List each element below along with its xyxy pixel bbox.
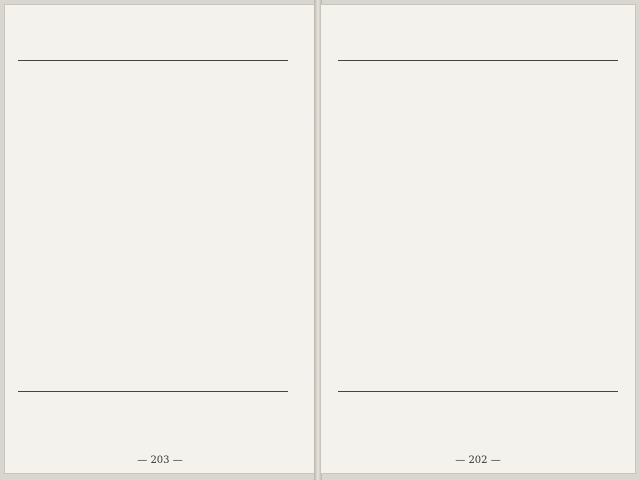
right-footer-page-number: — 202 —	[455, 455, 501, 466]
right-colophon	[514, 14, 606, 62]
left-text-block	[18, 60, 288, 392]
right-text-block	[338, 60, 618, 392]
left-page	[4, 4, 316, 474]
left-footer-page-number: — 203 —	[137, 455, 183, 466]
right-page	[320, 4, 636, 474]
